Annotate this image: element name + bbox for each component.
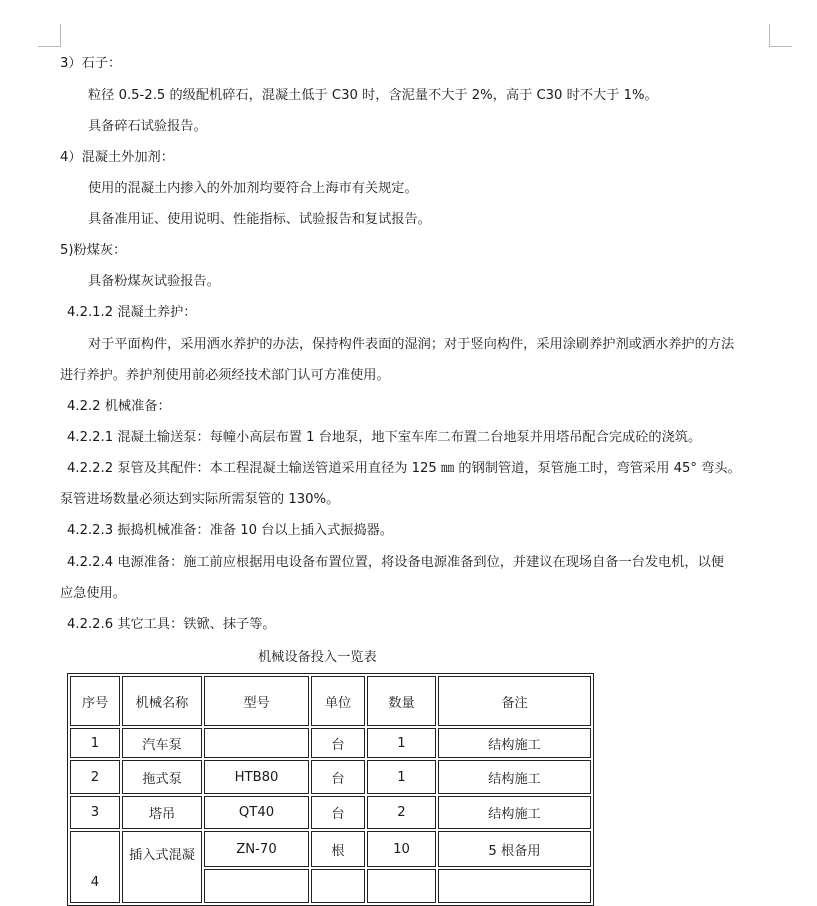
table-cell: 1 (367, 760, 436, 794)
list-heading-flyash: 5)粉煤灰： (60, 243, 127, 258)
table-row (70, 796, 591, 829)
table-cell: 结构施工 (438, 760, 591, 794)
section-item: 4.2.2.1 混凝土输送泵：每幢小高层布置 1 台地泵，地下室车库二布置二台地泵并用塔吊配合完成砼的浇筑。 (67, 430, 702, 445)
table-cell (204, 869, 309, 903)
table-cell: 台 (311, 760, 365, 794)
section-item: 4.2.2.3 振捣机械准备：准备 10 台以上插入式振捣器。 (67, 523, 394, 538)
page-corner-mark-top-right (769, 24, 792, 47)
table-cell: 5 根备用 (438, 831, 591, 867)
section-item: 4.2.2.2 泵管及其配件：本工程混凝土输送管道采用直径为 125 ㎜ 的钢制管道，泵管施工时，弯管采用 45° 弯头。 (67, 461, 741, 476)
section-item: 4.2.2.4 电源准备：施工前应根据用电设备布置位置，将设备电源准备到位，并建议在现场自备一台发电机，以便 (67, 555, 724, 570)
paragraph: 对于平面构件，采用洒水养护的办法，保持构件表面的湿润；对于竖向构件，采用涂刷养护剂或洒水养护的方法 (88, 337, 735, 352)
paragraph-continuation: 应急使用。 (60, 586, 126, 601)
table-cell (204, 728, 309, 758)
paragraph-continuation: 泵管进场数量必须达到实际所需泵管的 130%。 (60, 492, 340, 507)
section-heading: 4.2.1.2 混凝土养护： (67, 305, 197, 320)
page-corner-mark-top-left (38, 24, 61, 47)
table-cell: 台 (311, 796, 365, 829)
table-cell: 10 (367, 831, 436, 867)
header-cell: 序号 (70, 676, 120, 726)
header-cell: 单位 (311, 676, 365, 726)
table-cell: 台 (311, 728, 365, 758)
table-cell: 4 (70, 831, 120, 903)
table-cell: 根 (311, 831, 365, 867)
table-row (70, 728, 591, 758)
list-heading-admixture: 4）混凝土外加剂： (60, 150, 174, 165)
list-heading-stone: 3）石子： (60, 56, 122, 71)
paragraph: 使用的混凝土内掺入的外加剂均要符合上海市有关规定。 (88, 181, 418, 196)
table-cell: 插入式混凝 (122, 831, 202, 903)
table-cell: 2 (70, 760, 120, 794)
table-cell: ZN-70 (204, 831, 309, 867)
table-header-row (70, 676, 591, 726)
table-cell: 结构施工 (438, 728, 591, 758)
header-cell: 备注 (438, 676, 591, 726)
table-cell: 塔吊 (122, 796, 202, 829)
equipment-table (67, 673, 594, 906)
table-cell: QT40 (204, 796, 309, 829)
table-row (70, 760, 591, 794)
header-cell: 数量 (367, 676, 436, 726)
section-heading: 4.2.2 机械准备： (67, 399, 171, 414)
table-cell (311, 869, 365, 903)
table-cell: 结构施工 (438, 796, 591, 829)
table-cell (438, 869, 591, 903)
paragraph: 具备准用证、使用说明、性能指标、试验报告和复试报告。 (88, 212, 431, 227)
table-cell: HTB80 (204, 760, 309, 794)
header-cell: 机械名称 (122, 676, 202, 726)
table-cell: 1 (70, 728, 120, 758)
table-cell: 汽车泵 (122, 728, 202, 758)
table-caption: 机械设备投入一览表 (258, 650, 377, 665)
header-cell: 型号 (204, 676, 309, 726)
table-cell: 1 (367, 728, 436, 758)
table-cell: 2 (367, 796, 436, 829)
paragraph: 粒径 0.5-2.5 的级配机碎石，混凝土低于 C30 时，含泥量不大于 2%，高于 C30 时不大于 1%。 (88, 88, 658, 103)
table-cell: 3 (70, 796, 120, 829)
section-item: 4.2.2.6 其它工具：铁锨、抹子等。 (67, 617, 276, 632)
paragraph-continuation: 进行养护。养护剂使用前必须经技术部门认可方准使用。 (60, 368, 390, 383)
paragraph: 具备碎石试验报告。 (88, 119, 207, 134)
table-cell (367, 869, 436, 903)
table-cell: 拖式泵 (122, 760, 202, 794)
table-row (70, 831, 591, 867)
paragraph: 具备粉煤灰试验报告。 (88, 274, 220, 289)
